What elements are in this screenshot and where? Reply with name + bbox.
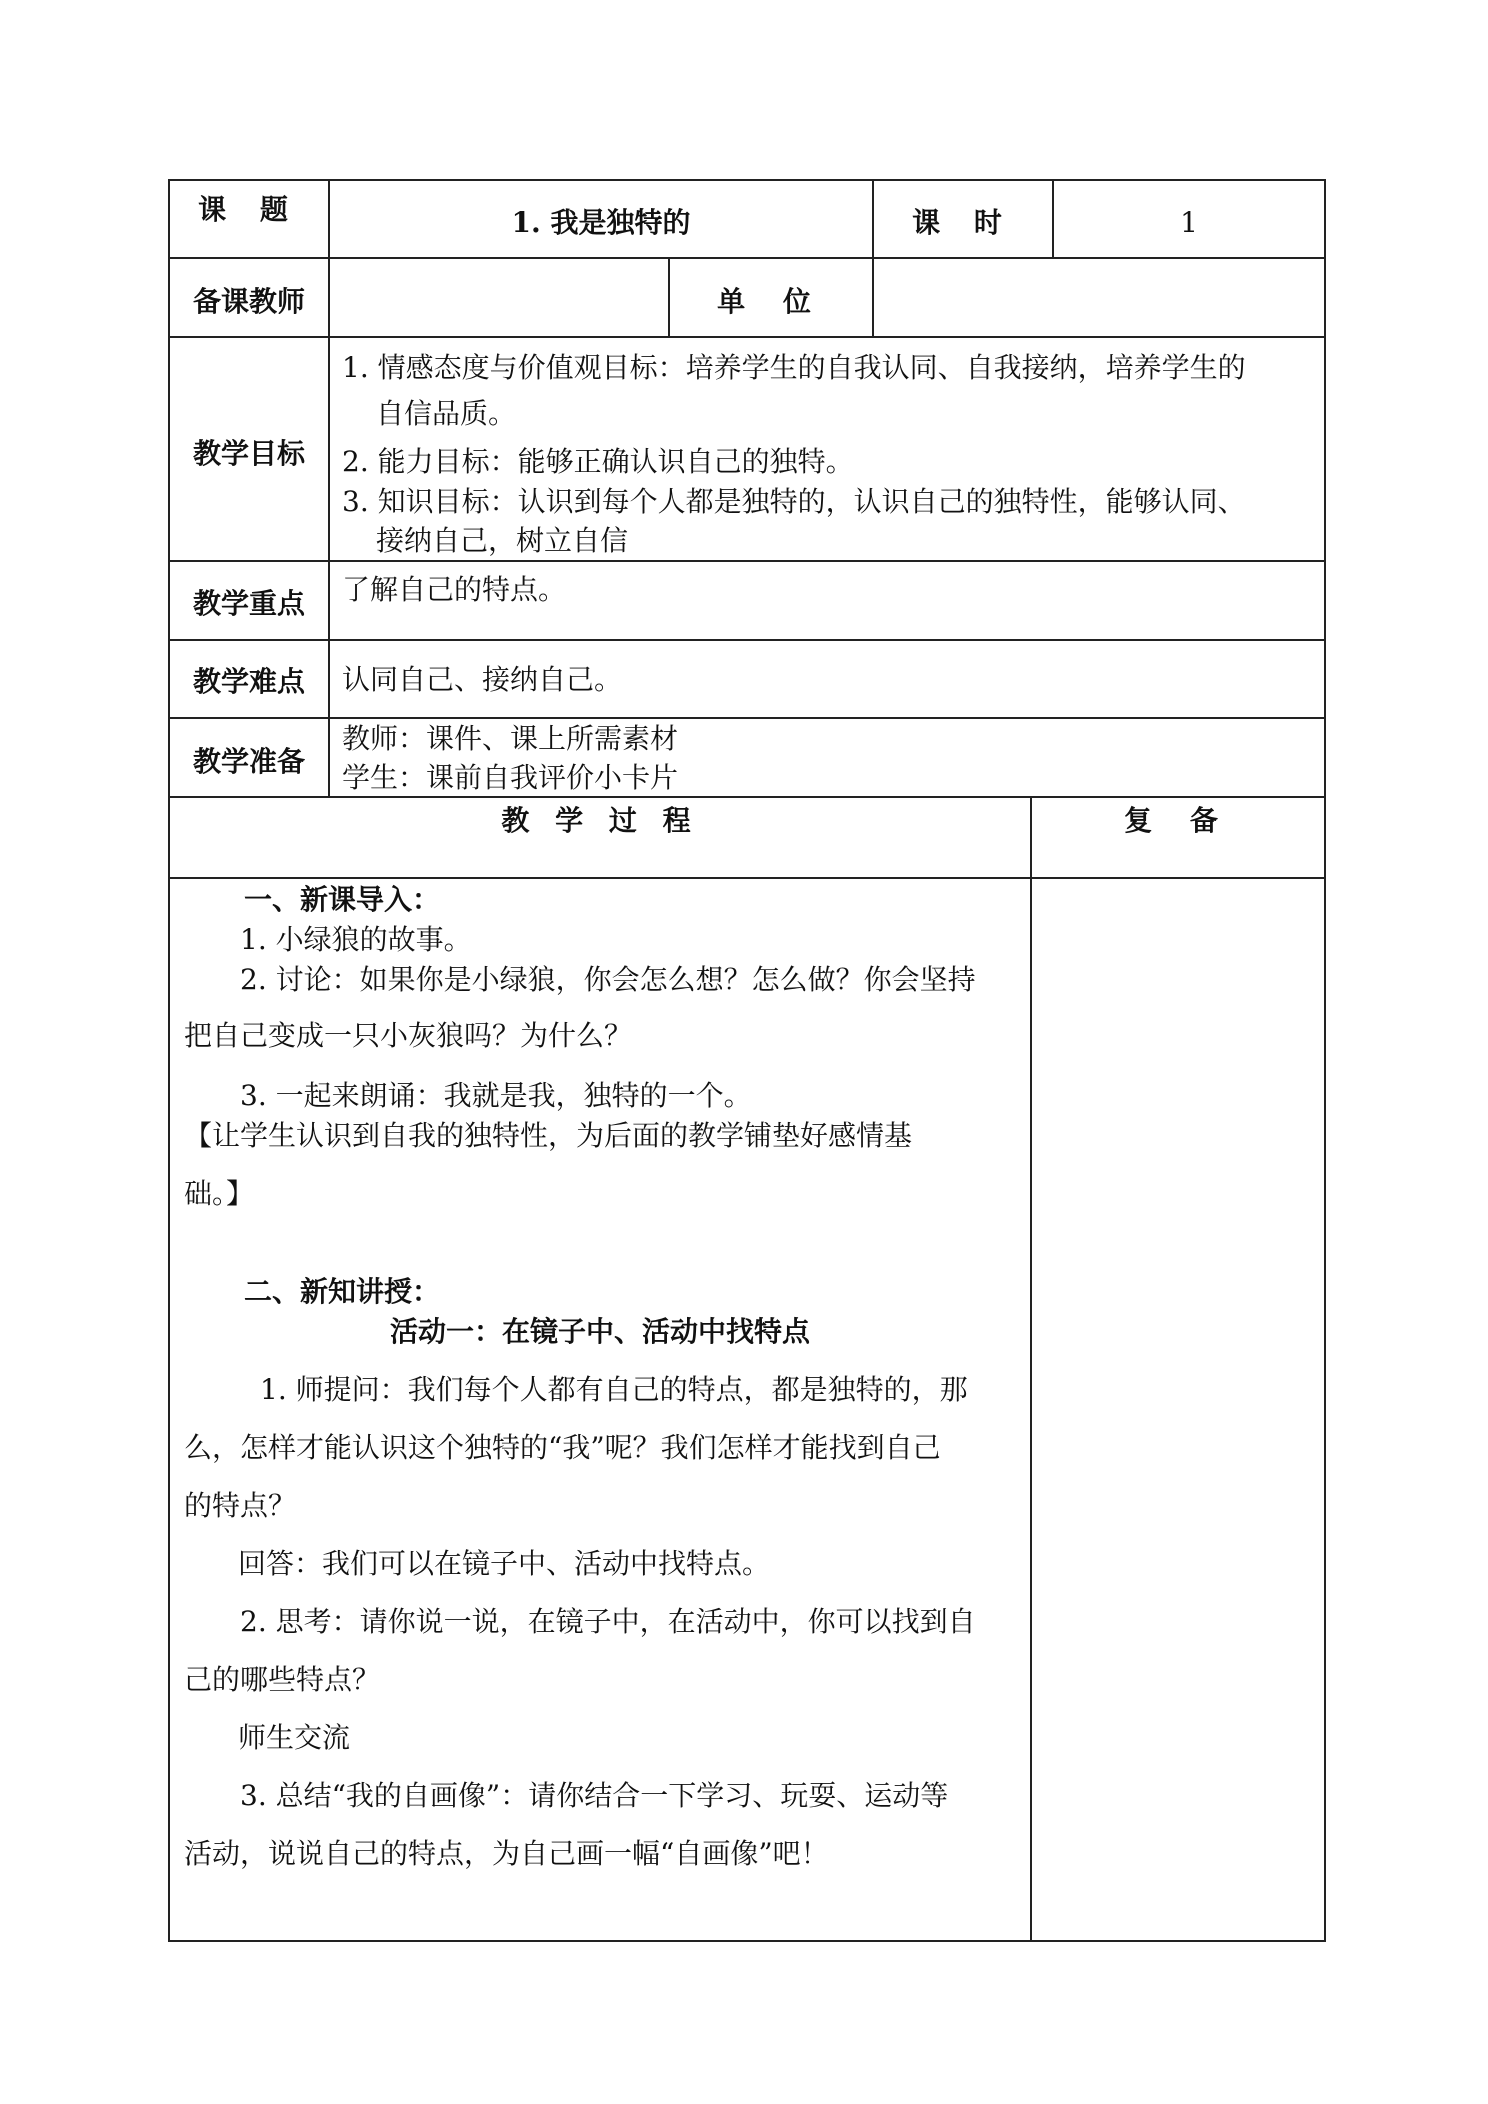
activity-1-answer: 回答：我们可以在镜子中、活动中找特点。 xyxy=(238,1547,771,1580)
review-header: 复 备 xyxy=(1124,804,1232,837)
preparation-student: 学生：课前自我评价小卡片 xyxy=(342,761,679,794)
section-1-item-2: 2. 讨论：如果你是小绿狼，你会怎么想？怎么做？你会坚持 xyxy=(240,963,976,996)
activity-1-item-2-cont: 己的哪些特点？ xyxy=(184,1663,381,1696)
section-1-title: 一、新课导入： xyxy=(244,883,441,916)
topic-label: 课 题 xyxy=(198,193,300,226)
objective-2: 2. 能力目标：能够正确认识自己的独特。 xyxy=(342,445,854,478)
activity-1-item-3-cont: 活动，说说自己的特点，为自己画一幅“自画像”吧！ xyxy=(184,1837,829,1870)
key-points-value: 了解自己的特点。 xyxy=(342,573,567,606)
section-1-item-3: 3. 一起来朗诵：我就是我，独特的一个。 xyxy=(240,1079,752,1112)
table-border-bottom xyxy=(168,1940,1326,1942)
objective-3-cont: 接纳自己，树立自信 xyxy=(376,524,629,557)
difficulties-value: 认同自己、接纳自己。 xyxy=(342,663,623,696)
activity-1-item-1-cont2: 的特点？ xyxy=(184,1489,297,1522)
section-1-item-2-cont: 把自己变成一只小灰狼吗？为什么？ xyxy=(184,1019,633,1052)
objective-1: 1. 情感态度与价值观目标：培养学生的自我认同、自我接纳，培养学生的 xyxy=(342,351,1246,384)
process-header: 教 学 过 程 xyxy=(501,804,699,837)
objective-3: 3. 知识目标：认识到每个人都是独特的，认识自己的独特性，能够认同、 xyxy=(342,485,1246,518)
table-border-top xyxy=(168,179,1326,181)
table-border-right xyxy=(1324,179,1326,1942)
activity-1-item-3: 3. 总结“我的自画像”：请你结合一下学习、玩耍、运动等 xyxy=(240,1779,949,1812)
table-rule xyxy=(168,877,1326,879)
section-1-note: 【让学生认识到自我的独特性，为后面的教学铺垫好感情基 xyxy=(184,1119,913,1152)
topic-value: 1. 我是独特的 xyxy=(511,206,691,239)
section-2-title: 二、新知讲授： xyxy=(244,1275,441,1308)
section-1-item-1: 1. 小绿狼的故事。 xyxy=(240,923,472,956)
table-rule xyxy=(168,257,1326,259)
preparation-teacher: 教师：课件、课上所需素材 xyxy=(342,722,679,755)
table-rule xyxy=(168,639,1326,641)
preparation-label: 教学准备 xyxy=(192,745,305,778)
table-rule xyxy=(328,179,330,798)
unit-label: 单 位 xyxy=(717,285,825,318)
activity-1-item-1-cont: 么，怎样才能认识这个独特的“我”呢？我们怎样才能找到自己 xyxy=(184,1431,941,1464)
table-rule xyxy=(1030,796,1032,1942)
period-value: 1 xyxy=(1180,206,1198,239)
table-rule xyxy=(872,257,874,337)
activity-1-item-1: 1. 师提问：我们每个人都有自己的特点，都是独特的，那 xyxy=(260,1373,968,1406)
difficulties-label: 教学难点 xyxy=(192,665,305,698)
activity-1-title: 活动一：在镜子中、活动中找特点 xyxy=(389,1315,810,1348)
key-points-label: 教学重点 xyxy=(192,587,305,620)
objective-1-cont: 自信品质。 xyxy=(376,397,517,430)
activity-1-exchange: 师生交流 xyxy=(238,1721,351,1754)
activity-1-item-2: 2. 思考：请你说一说，在镜子中，在活动中，你可以找到自 xyxy=(240,1605,976,1638)
period-label: 课 时 xyxy=(912,206,1014,239)
objectives-label: 教学目标 xyxy=(192,437,305,470)
section-1-note-cont: 础。】 xyxy=(184,1177,255,1210)
teacher-label: 备课教师 xyxy=(192,285,305,318)
table-rule xyxy=(168,336,1326,338)
table-rule xyxy=(168,560,1326,562)
